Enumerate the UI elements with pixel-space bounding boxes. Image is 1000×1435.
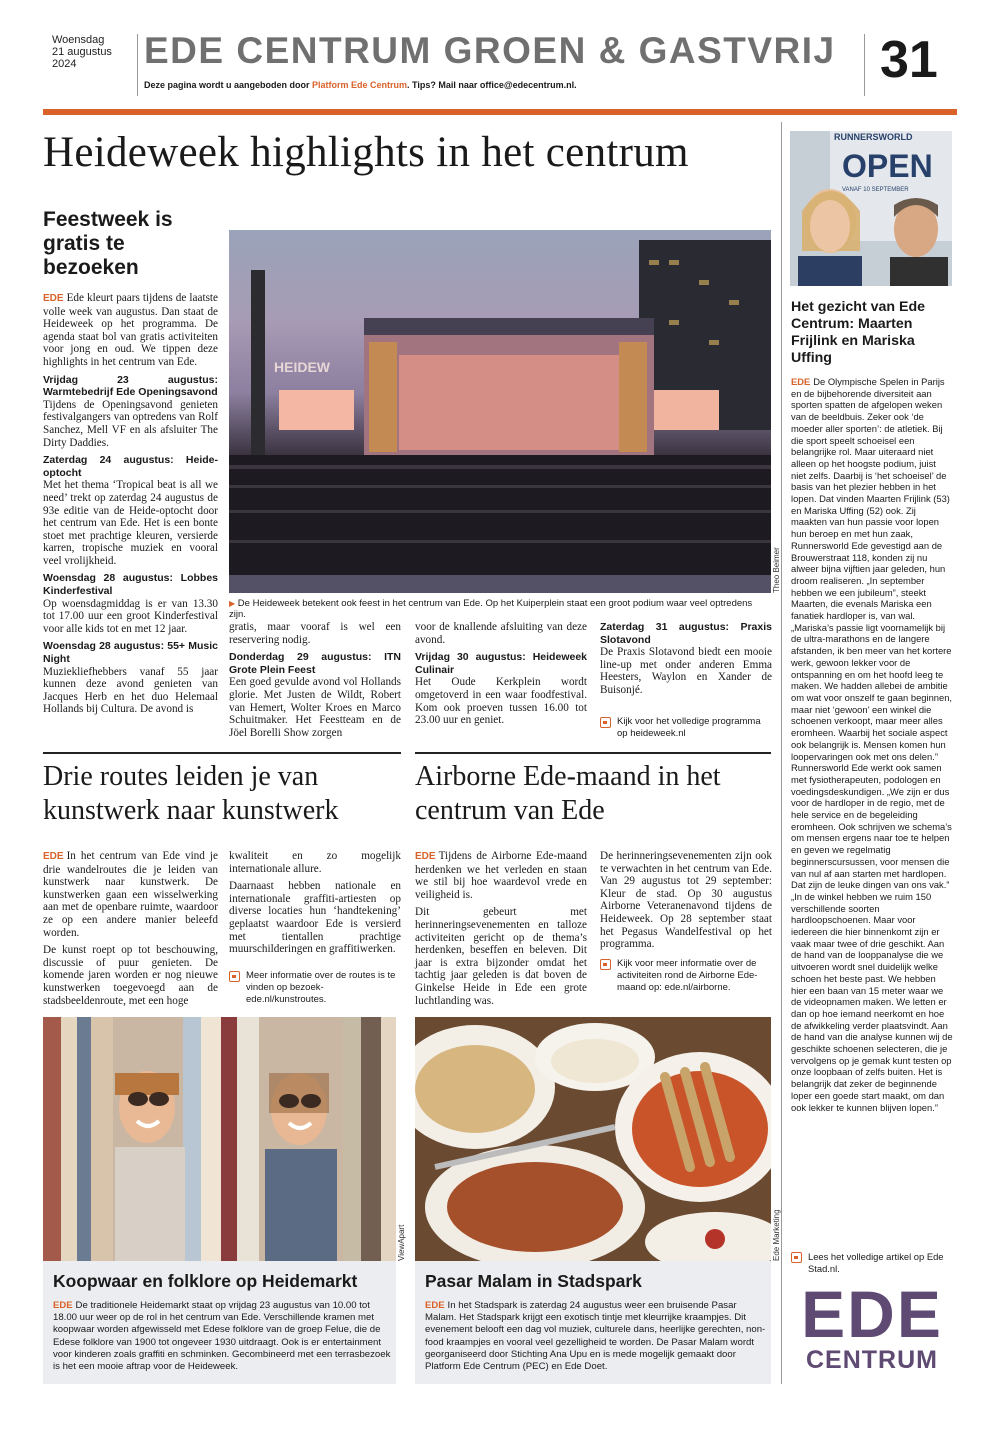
logo-ede: EDE — [801, 1277, 943, 1351]
page-number: 31 — [880, 31, 938, 89]
feest-col4: Zaterdag 31 augustus: Praxis Slotavond De Praxis Slotavond biedt een mooie line-up met onder anderen Emma Heesters, Waylon en Xander de Buisonjé. — [600, 621, 772, 696]
year: 2024 — [52, 58, 77, 70]
routes-info: Meer informatie over de routes is te vinden op bezoek-ede.nl/kunstroutes. — [229, 970, 401, 1006]
sign-date: VANAF 10 SEPTEMBER — [842, 187, 909, 193]
pasar-title: Pasar Malam in Stadspark — [425, 1271, 642, 1291]
food-illustration — [415, 1017, 771, 1261]
airborne-info: Kijk voor meer informatie over de activiteiten rond de Airborne Ede-maand op: ede.nl/airborne. — [600, 958, 772, 994]
main-title: Heideweek highlights in het centrum — [43, 129, 689, 176]
sign-open: OPEN — [842, 148, 933, 184]
concert-photo-credit: Theo Beimer — [772, 547, 781, 593]
pasar-photo-credit: Ede Marketing — [772, 1209, 781, 1261]
ede-centrum-logo — [794, 1277, 950, 1374]
airborne-title: Airborne Ede-maand in het centrum van Ede — [415, 761, 721, 826]
logo-centrum: CENTRUM — [806, 1346, 938, 1374]
date-block — [52, 34, 112, 70]
info-icon — [600, 717, 611, 728]
pasar-text: EDE In het Stadspark is zaterdag 24 augustus weer een bruisende Pasar Malam. Het Stadspark krijgt een exotisch tintje met kleurrijke kraampjes. Dit evenement belooft een dag vol muziek, culturele dans, heerlijke gerechten, non-food kraampjes en vooral veel gezelligheid te worden. De Pasar Malam wordt georganiseerd door Stichting Ana Upu en is mede mogelijk gemaakt door Platform Ede Centrum (PEC) en Ede Doet. — [425, 1300, 766, 1373]
markt-photo — [43, 1017, 396, 1261]
concert-photo — [229, 230, 771, 593]
routes-title: Drie routes leiden je van kunstwerk naar kunstwerk — [43, 761, 339, 826]
gezicht-photo — [790, 131, 952, 286]
section-rule-left — [43, 752, 401, 754]
stage-banner-text: HEIDEW — [274, 359, 330, 375]
portrait-illustration — [790, 131, 952, 286]
header-divider-right — [864, 34, 865, 96]
markt-text: EDE De traditionele Heidemarkt staat op vrijdag 23 augustus van 10.00 tot 18.00 uur weer op de rol in het centrum van Ede. Verschillende kramen met koopwaar worden afgewisseld met Edese folklore van de groep Felue, die de Edese folklore van 1900 tot ongeveer 1930 uitdraagt. Ook is er entertainment voor kinderen zoals graffiti en schminken. Gecombineerd met een terrasbezoek is het een mooie aftrap voor de Heideweek. — [53, 1300, 391, 1373]
feest-title: Feestweek is gratis te bezoeken — [43, 208, 173, 279]
info-icon — [791, 1252, 802, 1263]
routes-col2: kwaliteit en zo mogelijk internationale allure. Daarnaast hebben nationale en internationale graffiti-artiesten op diverse locaties hun ‘handtekening’ geplaatst waardoor Ede is versierd met tientallen prachtige muurschilderingen en graffitiwerken. — [229, 850, 401, 956]
right-column-divider — [781, 122, 782, 1384]
weekday: Woensdag — [52, 34, 105, 46]
gezicht-text: EDE De Olympische Spelen in Parijs en de bijbehorende diversiteit aan sporten spatten de afgelopen weken van de beeldbuis. Zeker ook ‘de moeder aller sporten’: de atletiek. Bij die sport speelt schoeisel een belangrijke rol. Maar uiteraard niet alleen op het hoogste podium, juist niet zelfs. Daarbij is ‘het schoeisel’ de basis van het plezier hebben in het lopen. Dat vinden Maarten Frijlink (53) en Mariska Uffing (52) ook. Zij maakten van hun passie voor lopen hun beroep en met hun zaak, Runnersworld Ede gevestigd aan de Brouwerstraat 118, konden zij nu alweer bijna vijftien jaar geleden, hun droom realiseren. „In september hebben we een jubileum”, steekt Maarten, die evenals Mariska een fanatiek hardloper is, van wal. „Mariska’s passie ligt voornamelijk bij de ultra-marathons en de langere afstanden, ik ben meer van het kortere werk, gewoon lekker voor de ontspanning en om het hoofd leeg te maken. We hadden allebei de ambitie om wat voor onszelf te gaan beginnen, maar niet ‘gewoon’ een winkel die schoenen verkoopt, maar meer alles eromheen. Waarbij het sociale aspect ook belangrijk is. Mensen komen hun loopervaringen ook met ons delen.” Runnersworld Ede werkt ook samen met fysiotherapeuten, podologen en voedingsdeskundigen. „We zijn er dus voor de hardloper in de regio, met de hele service en de begeleiding eromheen. Ook schrijven we schema’s om mensen ergens naar toe te helpen en geven we regelmatig beginnerscursussen, voor mensen die van nul af aan starten met hardlopen. Dat zijn de leuke dingen van ons vak.” „In de winkel hebben we ruim 150 verschillende soorten hardloopschoenen. Maar voor iedereen die hier binnenkomt zijn er vaak maar twee of drie geschikt. Aan de hand van de looppanalyse die we uitvoeren wordt snel duidelijk welke schoen het beste past. We hebben hier een baan van 15 meter waar we de videopnamen maken. We letten er dan op hoe iemand neerkomt en hoe de afwikkeling verder plaatsvindt. Aan de hand van die analyse kunnen wij de geschikte schoenen selecteren, die je vervolgens op je gemak kunt testen op onze loopbaan of zelfs buiten. Het is belangrijk dat zeker de beginnende loper een goede start maakt, om dan ook lekker te kunnen blijven lopen.” — [791, 376, 953, 1113]
sign-brand: RUNNERSWORLD — [834, 132, 913, 142]
header-accent-bar — [43, 109, 957, 115]
credit-org: Platform Ede Centrum — [312, 80, 408, 90]
airborne-col1: EDE Tijdens de Airborne Ede-maand herdenken we het verleden en staan we stil bij hoe waardevol vrede en veiligheid is. Dit gebeurt met herinneringsevenementen en talloze activiteiten gericht op de thema’s herdenken, beseffen en beleven. Dit jaar is extra bijzonder omdat het tachtig jaar geleden is dat boven de Ginkelse Heide in Ede een grote luchtlanding was. — [415, 850, 587, 1007]
markt-photo-credit: ViewApart — [397, 1224, 406, 1261]
info-icon — [600, 959, 611, 970]
header-credit: Deze pagina wordt u aangeboden door Platform Ede Centrum. Tips? Mail naar office@edecentrum.nl. — [144, 80, 577, 90]
concert-caption: ▶ De Heideweek betekent ook feest in het centrum van Ede. Op het Kuiperplein staat een groot podium waar veel optredens zijn. — [229, 598, 753, 620]
routes-col1: EDE In het centrum van Ede vind je drie wandelroutes die je leiden van kunstwerk naar kunstwerk. De kunstwerken gaan een wisselwerking aan met de openbare ruimte, waardoor ze op een andere manier beleefd worden. De kunst roept op tot beschouwing, discussie of puur genieten. De komende jaren worden er nog nieuwe kunstwerken toegevoegd aan de stadsbeeldenroute, met een hoge — [43, 850, 218, 1007]
feest-col2: gratis, maar vooraf is wel een reservering nodig. Donderdag 29 augustus: ITN Grote Plein Feest Een goed gevulde avond vol Hollands glorie. Met Justen de Wildt, Robert van Hemert, Wolter Kroes en Marco Schuitmaker. Het Feestteam en de Jöel Borelli Show zorgen — [229, 621, 401, 739]
pasar-photo — [415, 1017, 771, 1261]
section-rule-right — [415, 752, 771, 754]
markt-title: Koopwaar en folklore op Heidemarkt — [53, 1271, 358, 1291]
concert-illustration — [229, 230, 771, 593]
info-icon — [229, 971, 240, 982]
section-title: EDE CENTRUM GROEN & GASTVRIJ — [144, 30, 836, 71]
clothes-rack-illustration — [43, 1017, 396, 1261]
feest-col1: EDE Ede kleurt paars tijdens de laatste volle week van augustus. Dan staat de Heideweek op het programma. De agenda staat bol van gratis activiteiten voor jong en oud. We tippen deze highlights in het centrum van Ede. Vrijdag 23 augustus: Warmtebedrijf Ede Openingsavond Tijdens de Openingsavond genieten festivalgangers van optredens van Rolf Sanchez, Mell VF en als afsluiter The Dirty Daddies. Zaterdag 24 augustus: Heide-optocht Met het thema ‘Tropical beat is all we need’ trekt op zaterdag 24 augustus de 93e editie van de Heide-optocht door het centrum van Ede. Het is een bonte stoet met prachtige kleuren, versierde karren, tropische muziek en vooral veel vrolijkheid. Woensdag 28 augustus: Lobbes Kinderfestival Op woensdagmiddag is er van 13.30 tot 17.00 uur een groot Kinderfestival voor alle kids tot en met 12 jaar. Woensdag 28 augustus: 55+ Music Night Muziekliefhebbers vanaf 55 jaar kunnen deze avond genieten van Jacques Herb en het duo Helemaal Hollands bij Cultura. De avond is — [43, 292, 218, 716]
header-divider-left — [137, 34, 138, 96]
feest-info: Kijk voor het volledige programma op heideweek.nl — [600, 716, 772, 740]
feest-col3: voor de knallende afsluiting van deze avond. Vrijdag 30 augustus: Heideweek Culinair Het Oude Kerkplein wordt omgetoverd in een waar foodfestival. Kom ook proeven tussen 16.00 tot 23.00 uur en geniet. — [415, 621, 587, 727]
gezicht-info: Lees het volledige artikel op Ede Stad.nl. — [791, 1251, 953, 1274]
date: 21 augustus — [52, 46, 112, 58]
airborne-col2: De herinneringsevenementen zijn ook te verwachten in het centrum van Ede. Van 29 augustus tot 29 september: Kleur de stad. Op 30 augustus Airborne Veteranenavond tijdens de Heideweek. Op 28 september staat het Pegasus Wandelfestival op het programma. — [600, 850, 772, 951]
gezicht-title: Het gezicht van Ede Centrum: Maarten Frijlink en Mariska Uffing — [791, 299, 926, 366]
